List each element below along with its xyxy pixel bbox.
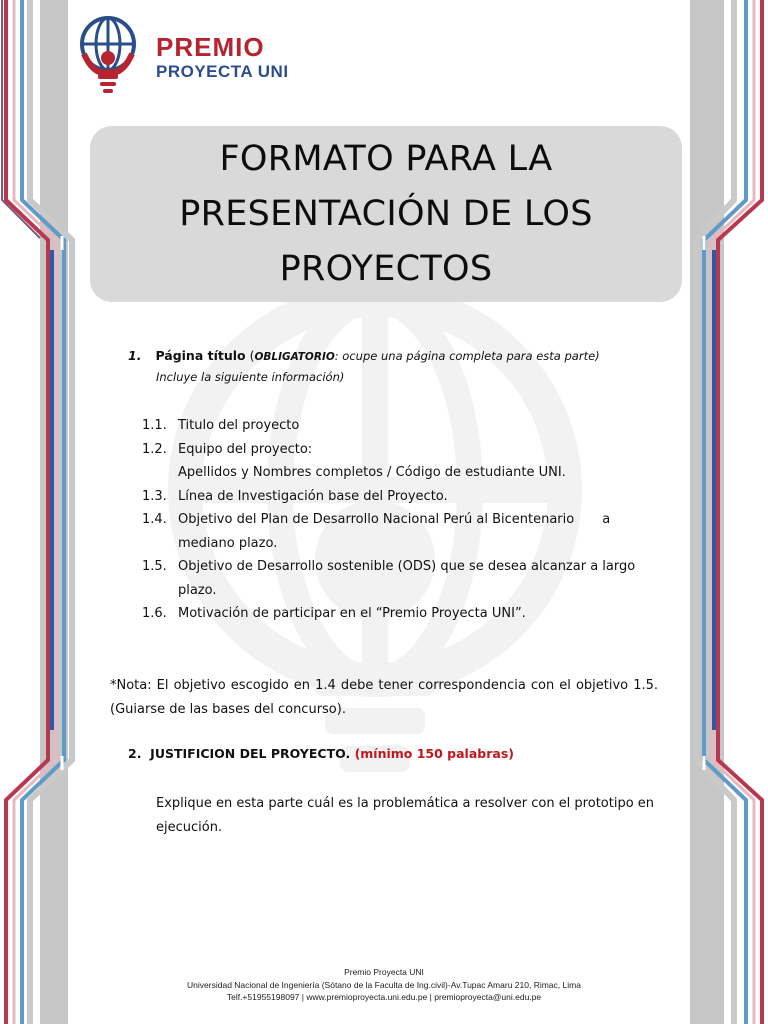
section-1-heading (128, 348, 600, 363)
footer (0, 966, 768, 1004)
list-item-number: 1.3. (142, 488, 167, 504)
list-item-line-1-tail: a (602, 512, 611, 527)
list-item-line-1: Objetivo del Plan de Desarrollo Nacional Perú al Bicentenario (178, 512, 575, 527)
list-item-number: 1.6. (142, 606, 167, 621)
logo-proyecta-text: PROYECTA UNI (156, 62, 289, 81)
list-item (142, 602, 662, 626)
section-1-label: Página título (155, 348, 246, 363)
list-item (142, 485, 662, 509)
section-1-list (142, 414, 662, 626)
section-2-body: Explique en esta parte cuál es la problemática a resolver con el prototipo en ejecución. (156, 796, 655, 835)
list-item-line-1: Equipo del proyecto: (178, 441, 313, 457)
list-item-line-2: plazo. (178, 582, 217, 598)
title-line-3: PROYECTOS (279, 248, 493, 289)
section-2-minimum: (mínimo 150 palabras) (354, 746, 514, 761)
section-1-open-paren: ( (249, 348, 255, 363)
list-item-number: 1.2. (142, 441, 167, 457)
footer-line-2: Universidad Nacional de Ingeniería (Sótano de la Faculta de Ing.civil)-Av.Tupac Amaru 210, Rimac, Lima (187, 979, 581, 990)
list-item-text (178, 438, 662, 485)
footer-line-3: Telf.+51955198097 | www.premioproyecta.uni.edu.pe | premioproyecta@uni.edu.pe (226, 992, 542, 1002)
section-1-subnote: Incluye la siguiente información) (156, 370, 345, 384)
footer-line-1: Premio Proyecta UNI (344, 967, 424, 977)
list-item-text (178, 508, 662, 555)
section-2-heading (128, 746, 514, 761)
title-line-2: PRESENTACIÓN DE LOS (179, 193, 593, 234)
list-item-line-2: mediano plazo. (178, 535, 278, 551)
list-item-text: Línea de Investigación base del Proyecto. (178, 488, 448, 504)
list-item (142, 438, 662, 485)
list-item-number: 1.4. (142, 512, 167, 527)
list-item (142, 508, 662, 555)
section-2-number: 2. (128, 746, 142, 761)
title-line-1: FORMATO PARA LA (219, 138, 553, 179)
list-item-text: Motivación de participar en el “Premio Proyecta UNI”. (178, 606, 526, 621)
list-item-number: 1.1. (142, 418, 167, 433)
list-item-text (178, 555, 662, 602)
list-item (142, 414, 662, 438)
logo-premio-text: PREMIO (156, 32, 265, 62)
list-item-line-2: Apellidos y Nombres completos / Código de estudiante UNI. (178, 465, 566, 480)
nota-paragraph: *Nota: El objetivo escogido en 1.4 debe tener correspondencia con el objetivo 1.5. (Guiarse de las bases del concurso). (110, 678, 658, 717)
section-1-note: : ocupe una página completa para esta parte) (334, 349, 600, 363)
section-1-number: 1. (128, 348, 142, 363)
list-item-text: Titulo del proyecto (178, 418, 300, 433)
list-item (142, 555, 662, 602)
section-2-label: JUSTIFICION DEL PROYECTO. (150, 746, 351, 761)
list-item-line-1: Objetivo de Desarrollo sostenible (ODS) que se desea alcanzar a largo (178, 559, 636, 574)
section-1-required: OBLIGATORIO (254, 351, 335, 363)
list-item-number: 1.5. (142, 559, 167, 574)
